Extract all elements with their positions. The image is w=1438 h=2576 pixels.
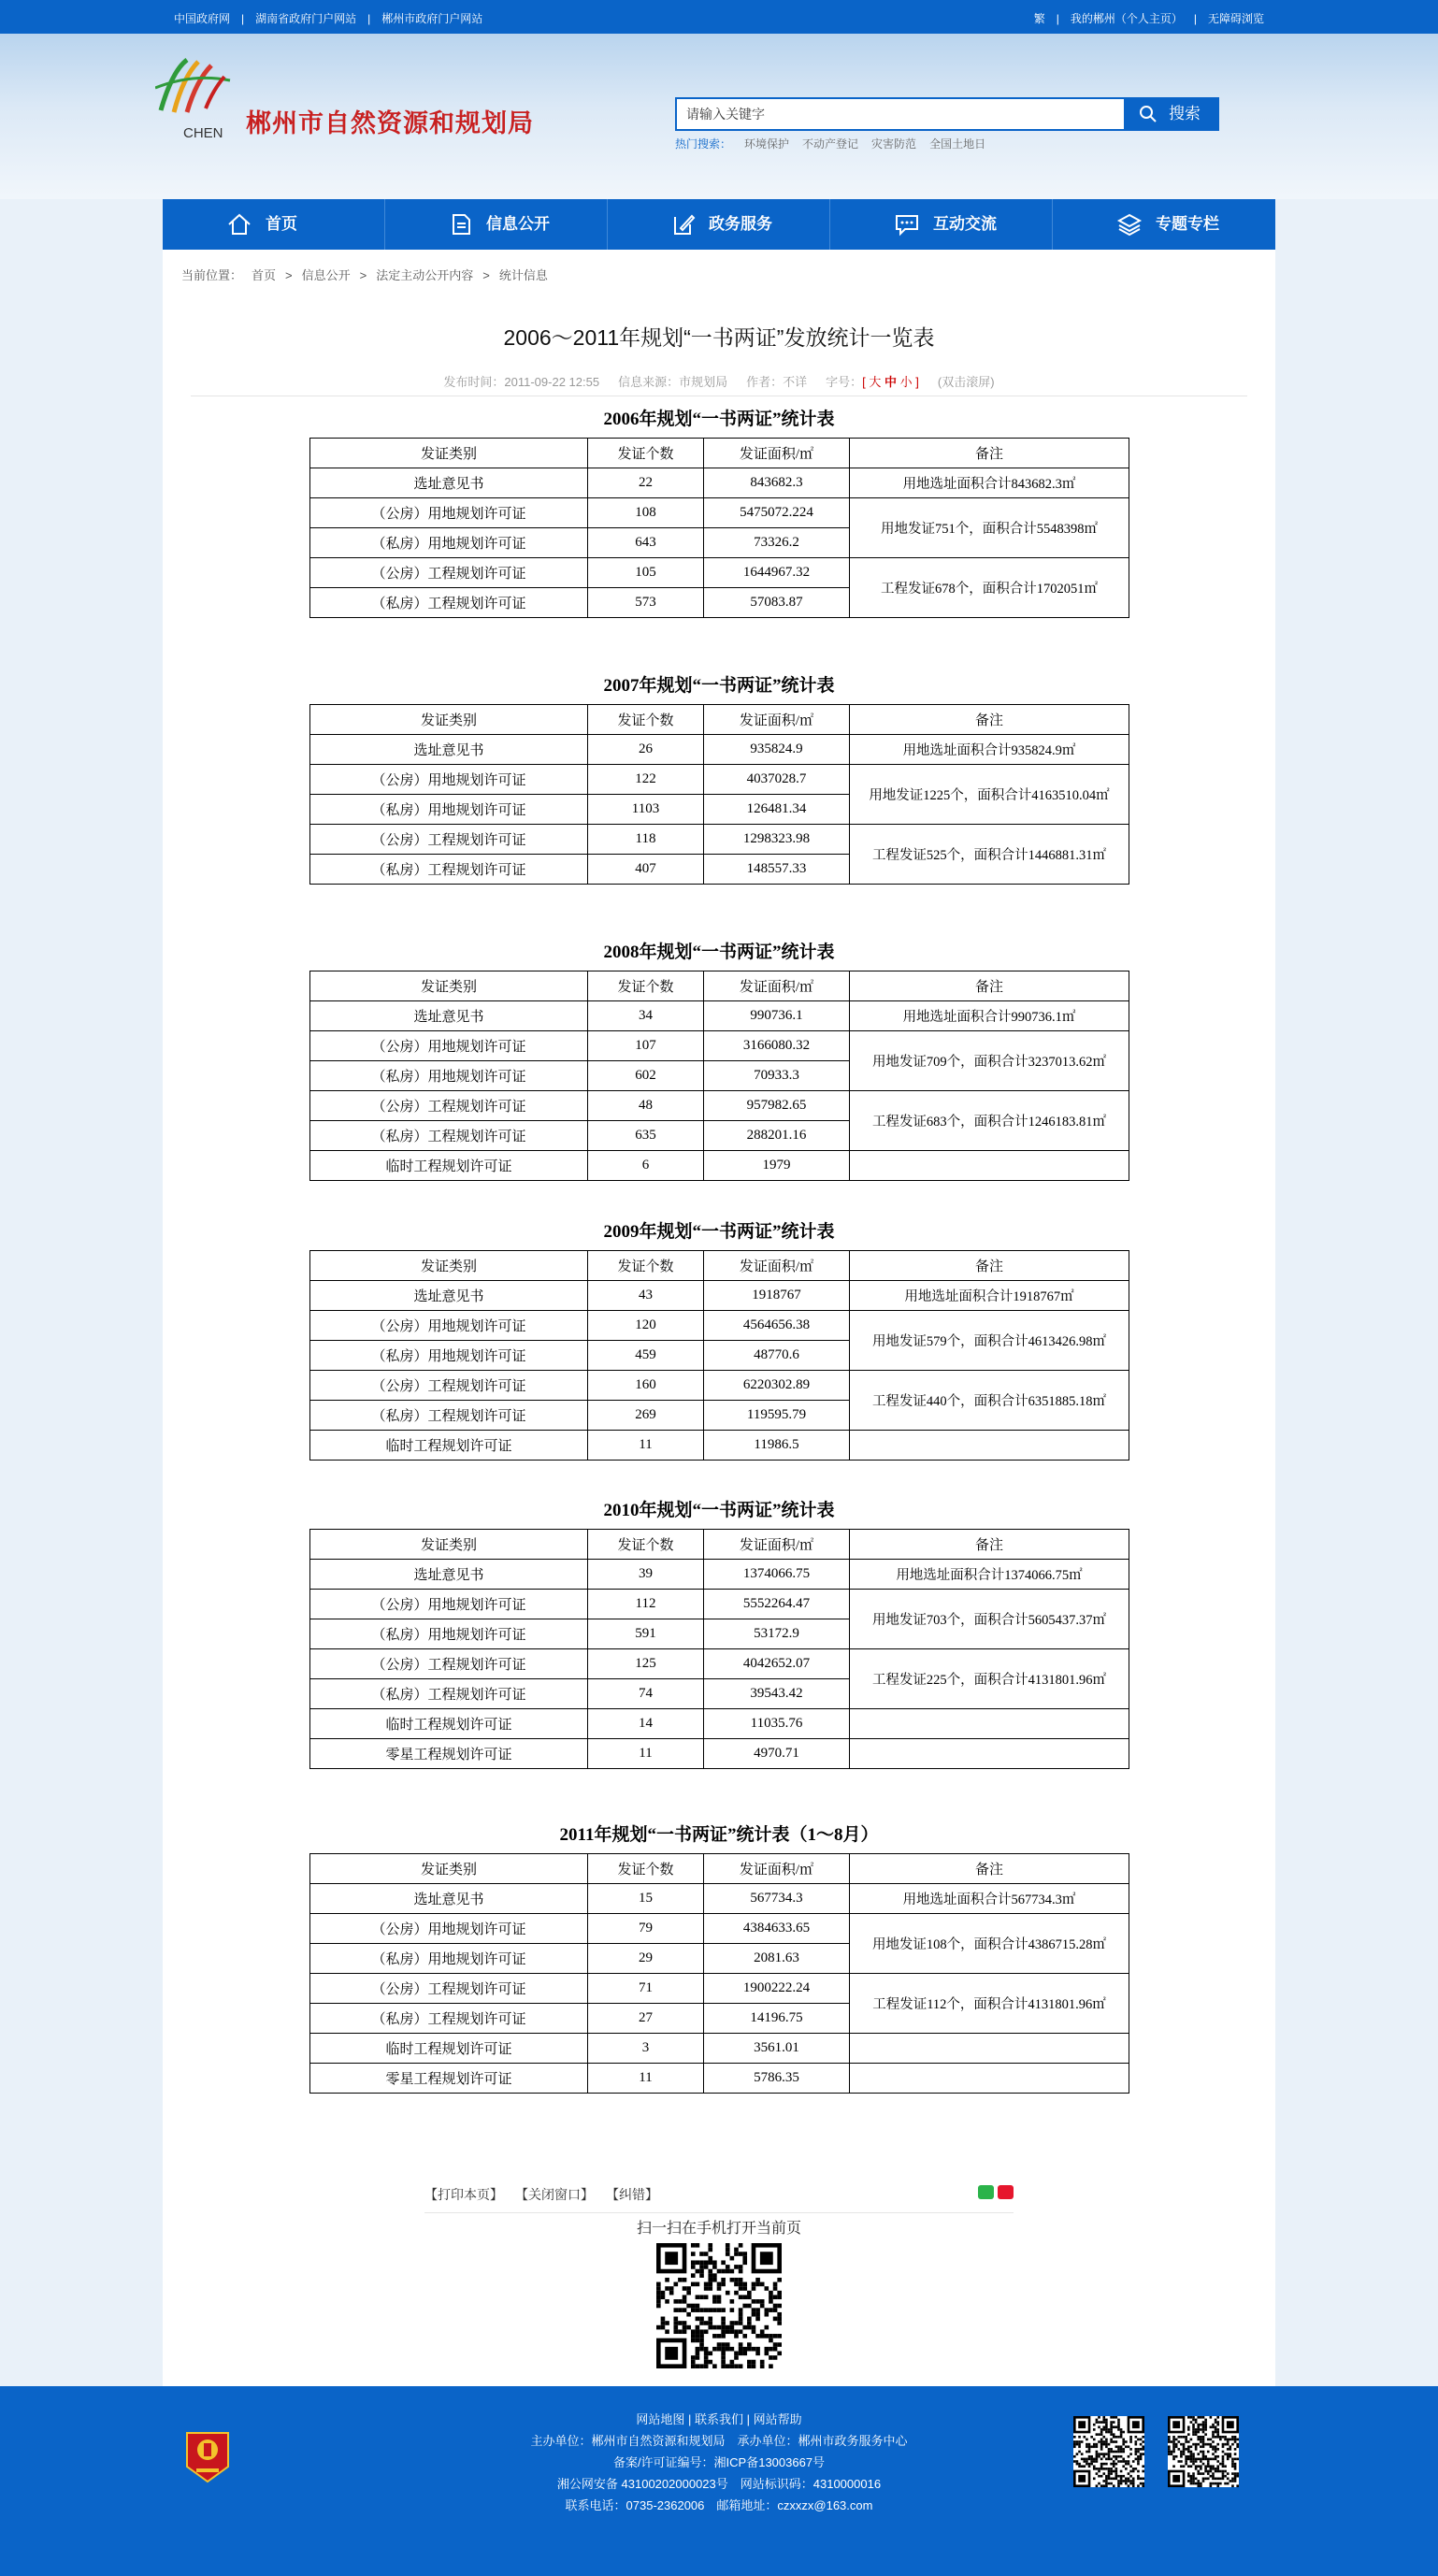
breadcrumb-stats[interactable]: 统计信息	[498, 268, 548, 282]
table-cell: 126481.34	[704, 795, 850, 825]
table-row	[310, 1151, 1129, 1181]
table-header-cell: 发证面积/㎡	[704, 1251, 850, 1281]
wechat-qr-icon	[1073, 2416, 1144, 2487]
table-header-row	[310, 971, 1129, 1001]
table-cell: 1918767	[704, 1281, 850, 1311]
table-cell: 27	[588, 2004, 704, 2034]
table-row	[310, 1914, 1129, 1944]
table-cell: 选址意见书	[310, 1884, 588, 1914]
table-cell: 79	[588, 1914, 704, 1944]
table-cell: （私房）用地规划许可证	[310, 1341, 588, 1371]
note-cell: 用地发证108个，面积合计4386715.28㎡	[850, 1914, 1129, 1974]
search-button-label: 搜索	[1169, 105, 1201, 122]
note-cell: 工程发证525个，面积合计1446881.31㎡	[850, 825, 1129, 885]
source: 信息来源：市规划局	[618, 375, 728, 389]
logo-text: CHEN	[183, 125, 223, 141]
link-accessibility[interactable]: 无障碍浏览	[1207, 12, 1264, 25]
table-cell: 573	[588, 588, 704, 618]
footer-info	[505, 2409, 933, 2516]
stats-grid	[309, 1853, 1129, 2094]
article-title: 2006～2011年规划“一书两证”发放统计一览表	[503, 325, 935, 350]
hot-search	[675, 136, 985, 151]
font-small-button[interactable]: 小	[899, 375, 913, 389]
table-cell: 1103	[588, 795, 704, 825]
stats-table	[309, 1818, 1129, 2094]
stats-grid	[309, 1250, 1129, 1461]
table-cell: （私房）用地规划许可证	[310, 1944, 588, 1974]
breadcrumb-public[interactable]: 法定主动公开内容	[376, 268, 474, 282]
edit-icon	[671, 212, 696, 237]
table-row	[310, 1311, 1129, 1341]
site-name: 郴州市自然资源和规划局	[246, 109, 534, 137]
table-cell: 5786.35	[704, 2064, 850, 2094]
table-header-cell: 备注	[850, 439, 1129, 468]
table-cell: 105	[588, 558, 704, 588]
link-chenzhou-gov[interactable]: 郴州市政府门户网站	[381, 12, 483, 25]
table-cell: 43	[588, 1281, 704, 1311]
table-cell: 125	[588, 1649, 704, 1679]
stats-table	[309, 669, 1129, 885]
table-cell: 临时工程规划许可证	[310, 1709, 588, 1739]
table-header-cell: 发证类别	[310, 1251, 588, 1281]
wechat-share-icon[interactable]	[978, 2185, 994, 2199]
note-cell	[850, 1151, 1129, 1181]
table-cell: （公房）用地规划许可证	[310, 1311, 588, 1341]
table-cell: 459	[588, 1341, 704, 1371]
note-cell: 用地选址面积合计843682.3㎡	[850, 468, 1129, 498]
table-cell: 119595.79	[704, 1401, 850, 1431]
table-cell: （私房）工程规划许可证	[310, 1679, 588, 1709]
table-row	[310, 1031, 1129, 1061]
note-cell: 用地选址面积合计567734.3㎡	[850, 1884, 1129, 1914]
table-row	[310, 1974, 1129, 2004]
table-header-cell: 发证面积/㎡	[704, 971, 850, 1001]
hot-word[interactable]: 灾害防范	[871, 137, 917, 151]
table-row	[310, 2034, 1129, 2064]
table-cell: 15	[588, 1884, 704, 1914]
table-cell: 591	[588, 1619, 704, 1649]
table-row	[310, 1371, 1129, 1401]
note-cell: 用地选址面积合计1918767㎡	[850, 1281, 1129, 1311]
table-cell: 1979	[704, 1151, 850, 1181]
table-cell: 288201.16	[704, 1121, 850, 1151]
note-cell: 用地选址面积合计1374066.75㎡	[850, 1560, 1129, 1590]
nav-item-services[interactable]: 政务服务	[608, 199, 830, 250]
table-cell: 122	[588, 765, 704, 795]
site-logo[interactable]	[155, 52, 232, 151]
table-caption: 2008年规划“一书两证”统计表	[603, 943, 835, 962]
nav-item-home[interactable]: 首页	[163, 199, 385, 250]
table-row	[310, 468, 1129, 498]
hot-word[interactable]: 环境保护	[744, 137, 790, 151]
table-cell: 108	[588, 498, 704, 528]
hot-word[interactable]: 不动产登记	[802, 137, 859, 151]
logo-mark-icon	[155, 52, 232, 118]
note-cell: 工程发证683个，面积合计1246183.81㎡	[850, 1091, 1129, 1151]
table-cell: 29	[588, 1944, 704, 1974]
table-cell: （公房）用地规划许可证	[310, 1590, 588, 1619]
table-caption: 2011年规划“一书两证”统计表（1～8月）	[559, 1825, 879, 1845]
table-cell: 选址意见书	[310, 468, 588, 498]
table-cell: 3561.01	[704, 2034, 850, 2064]
table-cell: （私房）工程规划许可证	[310, 2004, 588, 2034]
table-row	[310, 2064, 1129, 2094]
note-cell	[850, 2064, 1129, 2094]
correct-button[interactable]: 【纠错】	[612, 2187, 658, 2202]
note-cell: 工程发证225个，面积合计4131801.96㎡	[850, 1649, 1129, 1709]
table-cell: 4042652.07	[704, 1649, 850, 1679]
qr-code-icon	[656, 2243, 782, 2368]
table-cell: 选址意见书	[310, 735, 588, 765]
table-cell: 11	[588, 1431, 704, 1461]
table-cell: 11035.76	[704, 1709, 850, 1739]
hot-word[interactable]: 全国土地日	[929, 137, 986, 151]
stats-table	[309, 1215, 1129, 1461]
search-button[interactable]	[1126, 97, 1219, 131]
note-cell	[850, 2034, 1129, 2064]
table-cell: 120	[588, 1311, 704, 1341]
table-row	[310, 1884, 1129, 1914]
table-header-cell: 发证个数	[588, 1251, 704, 1281]
note-cell	[850, 1431, 1129, 1461]
note-cell: 用地发证709个，面积合计3237013.62㎡	[850, 1031, 1129, 1091]
stats-table	[309, 1493, 1129, 1769]
table-row	[310, 1649, 1129, 1679]
note-cell: 用地发证751个，面积合计5548398㎡	[850, 498, 1129, 558]
tools-divider	[424, 2212, 1014, 2213]
table-cell: 零星工程规划许可证	[310, 1739, 588, 1769]
table-cell: 57083.87	[704, 588, 850, 618]
font-medium-button[interactable]: 中	[884, 375, 898, 389]
table-cell: 957982.65	[704, 1091, 850, 1121]
table-header-row	[310, 1251, 1129, 1281]
table-header-cell: 发证个数	[588, 439, 704, 468]
note-cell: 工程发证112个，面积合计4131801.96㎡	[850, 1974, 1129, 2034]
table-cell: 14	[588, 1709, 704, 1739]
footer-icp[interactable]: 备案/许可证编号：湘ICP备13003667号	[612, 2455, 826, 2469]
table-cell: 临时工程规划许可证	[310, 2034, 588, 2064]
table-cell: （公房）工程规划许可证	[310, 558, 588, 588]
table-cell: 1374066.75	[704, 1560, 850, 1590]
table-row	[310, 1091, 1129, 1121]
table-header-cell: 备注	[850, 705, 1129, 735]
table-row	[310, 1590, 1129, 1619]
table-cell: 11	[588, 2064, 704, 2094]
search-icon	[1139, 105, 1158, 123]
table-cell: 990736.1	[704, 1001, 850, 1031]
footer-host: 主办单位：郴州市自然资源和规划局 承办单位：郴州市政务服务中心	[530, 2434, 908, 2448]
table-cell: 48	[588, 1091, 704, 1121]
table-cell: 零星工程规划许可证	[310, 2064, 588, 2094]
layers-icon	[1116, 212, 1143, 237]
table-cell: 3166080.32	[704, 1031, 850, 1061]
footer	[0, 2386, 1438, 2576]
stats-grid	[309, 438, 1129, 618]
stats-table	[309, 402, 1129, 618]
table-cell: 6	[588, 1151, 704, 1181]
nav-item-topics[interactable]: 专题专栏	[1053, 199, 1275, 250]
top-right-links: 繁 | 我的郴州（个人主页） | 无障碍浏览	[1033, 12, 1264, 25]
table-cell: 34	[588, 1001, 704, 1031]
table-row	[310, 735, 1129, 765]
document-icon	[449, 212, 473, 237]
table-cell: 2081.63	[704, 1944, 850, 1974]
table-cell: 112	[588, 1590, 704, 1619]
table-cell: （私房）用地规划许可证	[310, 1619, 588, 1649]
table-cell: 5475072.224	[704, 498, 850, 528]
table-row	[310, 1739, 1129, 1769]
font-size-control: 字号：[ 大 中 小 ]	[826, 375, 919, 389]
table-caption: 2010年规划“一书两证”统计表	[603, 1501, 835, 1520]
table-cell: 3	[588, 2034, 704, 2064]
app-qr-icon	[1168, 2416, 1239, 2487]
table-header-cell: 发证个数	[588, 971, 704, 1001]
table-cell: 48770.6	[704, 1341, 850, 1371]
breadcrumb-info[interactable]: 信息公开	[301, 268, 351, 282]
link-my-chenzhou[interactable]: 我的郴州（个人主页）	[1070, 12, 1183, 25]
nav-item-info[interactable]: 信息公开	[385, 199, 608, 250]
table-row	[310, 825, 1129, 855]
table-cell: 选址意见书	[310, 1281, 588, 1311]
table-cell: （私房）用地规划许可证	[310, 1061, 588, 1091]
table-header-cell: 发证类别	[310, 439, 588, 468]
table-cell: 39	[588, 1560, 704, 1590]
table-cell: 118	[588, 825, 704, 855]
party-gov-badge-icon[interactable]	[183, 2429, 232, 2485]
table-cell: 269	[588, 1401, 704, 1431]
font-large-button[interactable]: 大	[869, 375, 882, 389]
table-caption: 2007年规划“一书两证”统计表	[603, 676, 835, 696]
publish-time: 发布时间：2011-09-22 12:55	[443, 375, 600, 389]
author: 作者：不详	[746, 375, 808, 389]
link-hunan-gov[interactable]: 湖南省政府门户网站	[255, 12, 357, 25]
chat-icon	[894, 212, 920, 237]
table-header-cell: 发证个数	[588, 705, 704, 735]
table-row	[310, 1560, 1129, 1590]
note-cell: 用地发证703个，面积合计5605437.37㎡	[850, 1590, 1129, 1649]
scan-text: 扫一扫在手机打开当前页	[636, 2221, 801, 2237]
table-header-cell: 备注	[850, 1530, 1129, 1560]
table-cell: （公房）用地规划许可证	[310, 1031, 588, 1061]
table-cell: 4037028.7	[704, 765, 850, 795]
table-cell: （私房）用地规划许可证	[310, 528, 588, 558]
breadcrumb-home[interactable]: 首页	[252, 268, 277, 282]
stats-grid	[309, 971, 1129, 1181]
top-left-links: 中国政府网 | 湖南省政府门户网站 | 郴州市政府门户网站	[174, 12, 483, 25]
hot-search-label: 热门搜索：	[675, 137, 732, 151]
table-cell: 935824.9	[704, 735, 850, 765]
table-cell: 635	[588, 1121, 704, 1151]
table-header-cell: 备注	[850, 1854, 1129, 1884]
table-header-cell: 发证类别	[310, 705, 588, 735]
table-cell: （公房）用地规划许可证	[310, 1914, 588, 1944]
table-header-cell: 发证面积/㎡	[704, 439, 850, 468]
table-header-cell: 发证类别	[310, 971, 588, 1001]
table-cell: 1900222.24	[704, 1974, 850, 2004]
table-cell: 临时工程规划许可证	[310, 1431, 588, 1461]
table-cell: 4564656.38	[704, 1311, 850, 1341]
dblclick-scroll: (双击滚屏)	[937, 375, 995, 389]
table-cell: （公房）用地规划许可证	[310, 498, 588, 528]
search-input[interactable]	[677, 99, 1124, 129]
table-cell: 643	[588, 528, 704, 558]
search-box	[675, 97, 1126, 131]
note-cell	[850, 1739, 1129, 1769]
table-header-cell: 发证类别	[310, 1530, 588, 1560]
note-cell: 工程发证678个，面积合计1702051㎡	[850, 558, 1129, 618]
content-panel	[163, 250, 1275, 2386]
table-cell: （公房）工程规划许可证	[310, 1974, 588, 2004]
table-cell: 602	[588, 1061, 704, 1091]
table-header-cell: 备注	[850, 971, 1129, 1001]
note-cell: 用地选址面积合计990736.1㎡	[850, 1001, 1129, 1031]
link-traditional[interactable]: 繁	[1033, 12, 1045, 25]
weibo-share-icon[interactable]	[998, 2185, 1014, 2199]
table-cell: 临时工程规划许可证	[310, 1151, 588, 1181]
main-nav	[163, 199, 1275, 250]
table-cell: 22	[588, 468, 704, 498]
table-header-row	[310, 439, 1129, 468]
table-cell: 14196.75	[704, 2004, 850, 2034]
table-cell: 11	[588, 1739, 704, 1769]
top-bar	[0, 0, 1438, 34]
table-cell: 选址意见书	[310, 1560, 588, 1590]
table-cell: （公房）工程规划许可证	[310, 825, 588, 855]
table-header-cell: 发证类别	[310, 1854, 588, 1884]
table-cell: 4970.71	[704, 1739, 850, 1769]
table-cell: 843682.3	[704, 468, 850, 498]
home-icon	[226, 212, 252, 237]
table-cell: 53172.9	[704, 1619, 850, 1649]
nav-item-interaction[interactable]: 互动交流	[830, 199, 1053, 250]
table-cell: 11986.5	[704, 1431, 850, 1461]
table-cell: （公房）工程规划许可证	[310, 1649, 588, 1679]
note-cell: 用地选址面积合计935824.9㎡	[850, 735, 1129, 765]
table-header-row	[310, 1530, 1129, 1560]
table-header-row	[310, 705, 1129, 735]
table-cell: 39543.42	[704, 1679, 850, 1709]
table-cell: 107	[588, 1031, 704, 1061]
footer-police[interactable]: 湘公网安备 43100202000023号 网站标识码：4310000016	[556, 2477, 882, 2491]
table-row	[310, 1709, 1129, 1739]
table-cell: 148557.33	[704, 855, 850, 885]
table-row	[310, 558, 1129, 588]
table-cell: 74	[588, 1679, 704, 1709]
close-window-button[interactable]: 【关闭窗口】	[522, 2187, 594, 2202]
table-header-cell: 发证个数	[588, 1854, 704, 1884]
table-cell: 4384633.65	[704, 1914, 850, 1944]
table-header-cell: 备注	[850, 1251, 1129, 1281]
table-cell: （公房）用地规划许可证	[310, 765, 588, 795]
note-cell: 用地发证579个，面积合计4613426.98㎡	[850, 1311, 1129, 1371]
table-cell: （私房）工程规划许可证	[310, 1121, 588, 1151]
table-cell: 26	[588, 735, 704, 765]
note-cell	[850, 1709, 1129, 1739]
table-cell: （私房）工程规划许可证	[310, 855, 588, 885]
table-cell: 71	[588, 1974, 704, 2004]
table-header-cell: 发证面积/㎡	[704, 1854, 850, 1884]
table-cell: 73326.2	[704, 528, 850, 558]
article-meta	[163, 372, 1275, 390]
table-cell: 5552264.47	[704, 1590, 850, 1619]
table-header-cell: 发证个数	[588, 1530, 704, 1560]
table-cell: （公房）工程规划许可证	[310, 1371, 588, 1401]
table-header-cell: 发证面积/㎡	[704, 705, 850, 735]
table-cell: 407	[588, 855, 704, 885]
table-cell: 160	[588, 1371, 704, 1401]
table-cell: 选址意见书	[310, 1001, 588, 1031]
breadcrumb: 当前位置： 首页 > 信息公开 > 法定主动公开内容 > 统计信息	[181, 268, 548, 282]
table-cell: 1644967.32	[704, 558, 850, 588]
table-row	[310, 498, 1129, 528]
table-cell: （私房）用地规划许可证	[310, 795, 588, 825]
link-china-gov[interactable]: 中国政府网	[174, 12, 231, 25]
table-row	[310, 1281, 1129, 1311]
table-cell: （私房）工程规划许可证	[310, 1401, 588, 1431]
footer-contact: 联系电话：0735-2362006 邮箱地址：czxxzx@163.com	[565, 2498, 873, 2512]
table-row	[310, 1001, 1129, 1031]
footer-links[interactable]: 网站地图 | 联系我们 | 网站帮助	[636, 2412, 802, 2426]
share-buttons	[974, 2185, 1014, 2202]
note-cell: 用地发证1225个，面积合计4163510.04㎡	[850, 765, 1129, 825]
table-cell: 70933.3	[704, 1061, 850, 1091]
table-row	[310, 765, 1129, 795]
table-cell: （私房）工程规划许可证	[310, 588, 588, 618]
table-cell: 1298323.98	[704, 825, 850, 855]
table-caption: 2006年规划“一书两证”统计表	[603, 410, 835, 429]
table-header-row	[310, 1854, 1129, 1884]
table-row	[310, 1431, 1129, 1461]
table-cell: （公房）工程规划许可证	[310, 1091, 588, 1121]
note-cell: 工程发证440个，面积合计6351885.18㎡	[850, 1371, 1129, 1431]
print-button[interactable]: 【打印本页】	[424, 2187, 503, 2202]
table-cell: 6220302.89	[704, 1371, 850, 1401]
table-cell: 567734.3	[704, 1884, 850, 1914]
stats-grid	[309, 1529, 1129, 1769]
table-caption: 2009年规划“一书两证”统计表	[603, 1222, 835, 1242]
stats-grid	[309, 704, 1129, 885]
stats-table	[309, 935, 1129, 1181]
article-tools	[424, 2185, 1014, 2213]
table-header-cell: 发证面积/㎡	[704, 1530, 850, 1560]
